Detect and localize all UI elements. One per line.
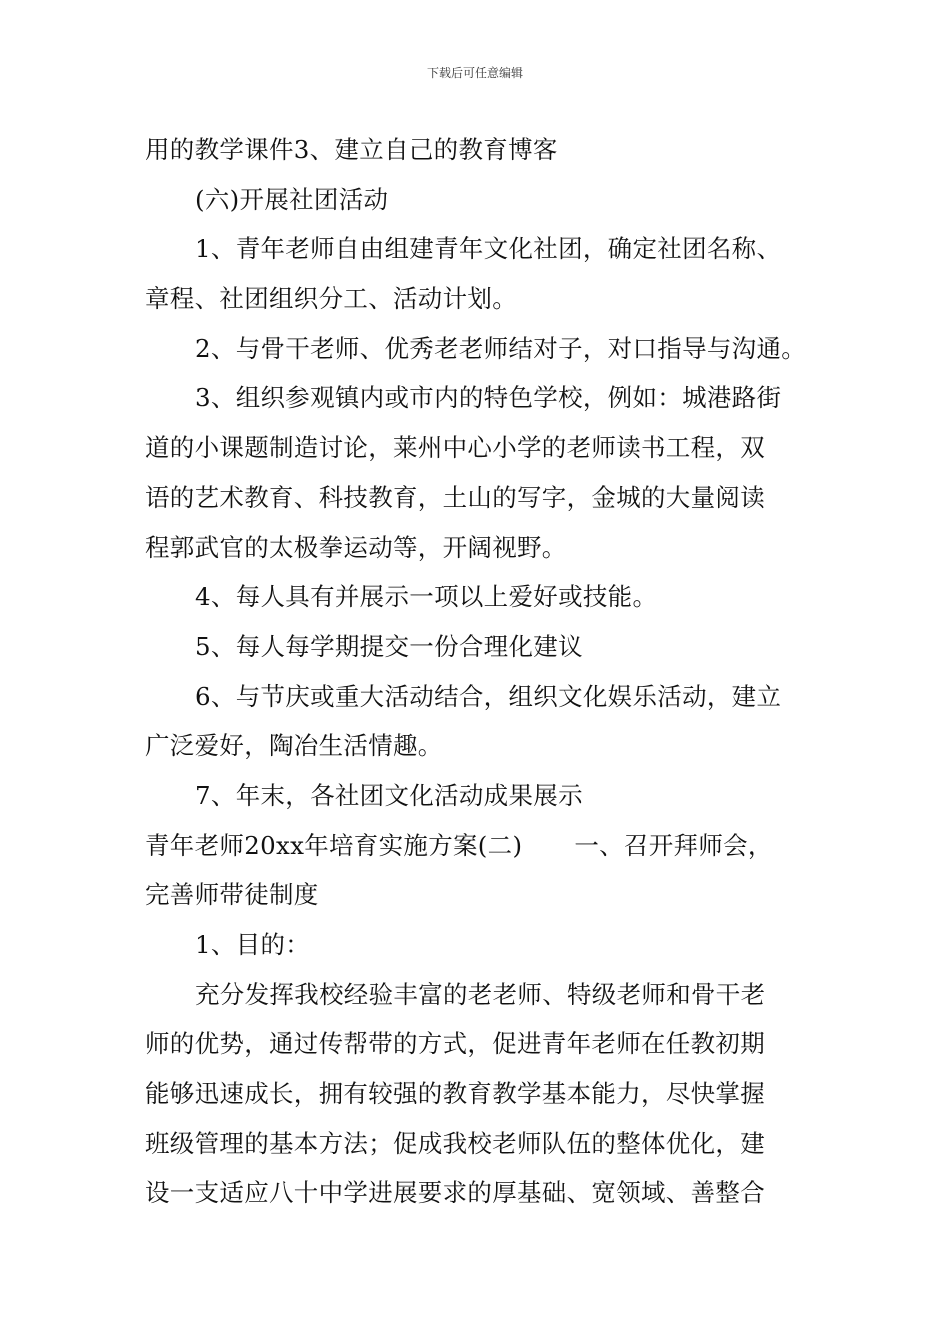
paragraph-line: 程郭武官的太极拳运动等，开阔视野。 [145, 532, 567, 562]
section-heading: (六)开展社团活动 [195, 184, 389, 214]
paragraph-line: 7、年末，各社团文化活动成果展示 [195, 780, 583, 810]
document-section-title-line [145, 821, 810, 871]
paragraph-line: 能够迅速成长，拥有较强的教育教学基本能力，尽快掌握 [145, 1079, 765, 1109]
paragraph-line: 道的小课题制造讨论，莱州中心小学的老师读书工程，双 [145, 433, 765, 463]
paragraph-line: 师的优势，通过传帮带的方式，促进青年老师在任教初期 [145, 1029, 765, 1059]
paragraph-line: 4、每人具有并展示一项以上爱好或技能。 [195, 582, 658, 612]
paragraph-line: 用的教学课件3、建立自己的教育博客 [145, 135, 558, 164]
first-heading: 一、召开拜师会， [574, 830, 773, 860]
document-body [145, 125, 810, 1218]
page-header: 下载后可任意编辑 [426, 66, 523, 80]
heading-continuation: 完善师带徒制度 [145, 880, 319, 910]
paragraph-line: 充分发挥我校经验丰富的老老师、特级老师和骨干老 [195, 979, 766, 1009]
paragraph-line: 班级管理的基本方法；促成我校老师队伍的整体优化，建 [145, 1128, 765, 1158]
paragraph-line: 广泛爱好，陶冶生活情趣。 [145, 731, 443, 761]
paragraph-line: 1、青年老师自由组建青年文化社团，确定社团名称、 [195, 234, 782, 264]
document-section-title: 青年老师20xx年培育实施方案(二) [145, 830, 523, 860]
paragraph-line: 章程、社团组织分工、活动计划。 [145, 284, 517, 314]
paragraph-line: 语的艺术教育、科技教育，土山的写字，金城的大量阅读 [145, 482, 765, 512]
paragraph-line: 5、每人每学期提交一份合理化建议 [195, 631, 583, 661]
paragraph-line: 3、组织参观镇内或市内的特色学校，例如：城港路街 [195, 383, 782, 413]
paragraph-line: 2、与骨干老师、优秀老老师结对子，对口指导与沟通。 [195, 333, 807, 363]
paragraph-line: 1、目的： [195, 930, 311, 959]
paragraph-line: 6、与节庆或重大活动结合，组织文化娱乐活动，建立 [195, 681, 782, 711]
paragraph-line: 设一支适应八十中学进展要求的厚基础、宽领域、善整合 [145, 1178, 765, 1208]
